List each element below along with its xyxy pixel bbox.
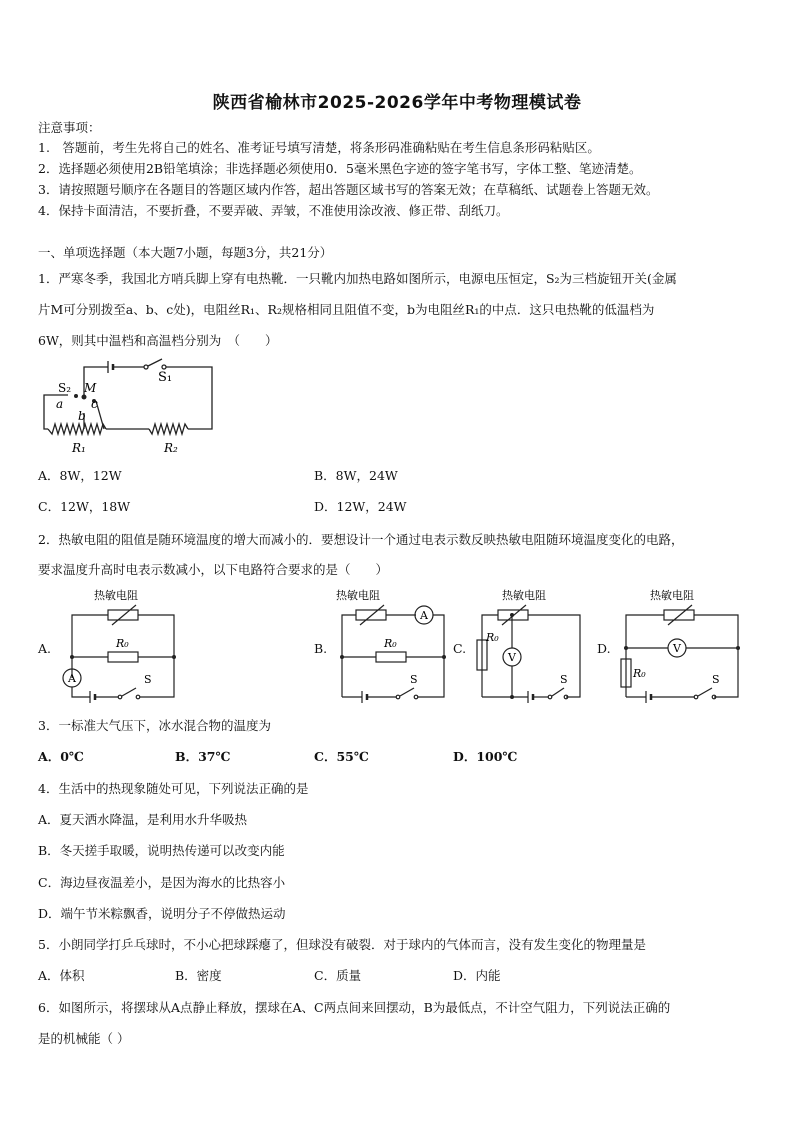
q4-option-a[interactable]: A．夏天洒水降温，是利用水升华吸热 [38, 812, 248, 827]
q2-option-b-label[interactable]: B. [314, 641, 328, 656]
q2-option-a-label[interactable]: A. [38, 641, 52, 656]
q2-circuit-c[interactable] [474, 585, 586, 703]
q2-circuit-b[interactable] [334, 585, 452, 703]
q1-stem-line2: 片M可分别拨至a、b、c处)，电阻丝R₁、R₂规格相同且阻值不变，b为电阻丝R₁的中点．这只电热靴的低温档为 [38, 302, 655, 317]
ammeter-icon: A [420, 609, 428, 622]
r1-label: R₁ [72, 441, 86, 455]
thermistor-label: 热敏电阻 [502, 589, 546, 602]
q2-option-c-label[interactable]: C. [453, 641, 467, 656]
s2-label: S₂ [58, 381, 72, 395]
thermistor-label: 热敏电阻 [650, 589, 694, 602]
notice-item: 2．选择题必须使用2B铅笔填涂；非选择题必须使用0．5毫米黑色字迹的签字笔书写，字体工整、笔迹清楚。 [38, 161, 642, 176]
q5-option-a[interactable]: A．体积 [38, 968, 85, 983]
notice-heading: 注意事项： [38, 120, 101, 135]
q3-stem: 3．一标准大气压下，冰水混合物的温度为 [38, 718, 271, 733]
m-label: M [84, 381, 97, 395]
q3-option-c[interactable]: C．55℃ [314, 749, 369, 764]
q2-stem-line2: 要求温度升高时电表示数减小，以下电路符合要求的是（ ） [38, 562, 389, 577]
r0-label: R₀ [116, 637, 129, 650]
q5-option-c[interactable]: C．质量 [314, 968, 362, 983]
q1-option-c[interactable]: C．12W，18W [38, 499, 131, 514]
thermistor-label: 热敏电阻 [94, 589, 138, 602]
page-title: 陕西省榆林市2025-2026学年中考物理模试卷 [212, 93, 582, 113]
s1-label: S₁ [158, 370, 173, 385]
q2-option-d-label[interactable]: D. [597, 641, 611, 656]
r2-label: R₂ [164, 441, 178, 455]
q6-stem-line1: 6．如图所示，将摆球从A点静止释放，摆球在A、C两点间来回摆动，B为最低点，不计空气阻力，下列说法正确的 [38, 1000, 671, 1015]
switch-label: S [410, 673, 418, 686]
q4-option-b[interactable]: B．冬天搓手取暖，说明热传递可以改变内能 [38, 843, 285, 858]
q5-option-d[interactable]: D．内能 [453, 968, 501, 983]
q1-option-d[interactable]: D．12W，24W [314, 499, 407, 514]
q1-circuit-diagram [38, 355, 223, 460]
notice-item: 4．保持卡面清洁，不要折叠，不要弄破、弄皱，不准使用涂改液、修正带、刮纸刀。 [38, 203, 509, 218]
r0-label: R₀ [384, 637, 397, 650]
notice-item: 1. 答题前，考生先将自己的姓名、准考证号填写清楚，将条形码准确粘贴在考生信息条形码粘贴区。 [38, 140, 600, 155]
thermistor-label: 热敏电阻 [336, 589, 380, 602]
voltmeter-icon: V [508, 651, 516, 664]
q4-option-d[interactable]: D．端午节米粽飘香，说明分子不停做热运动 [38, 906, 286, 921]
q5-stem: 5．小朗同学打乒乓球时，不小心把球踩瘪了，但球没有破裂．对于球内的气体而言，没有发生变化的物理量是 [38, 937, 646, 952]
q2-stem-line1: 2．热敏电阻的阻值是随环境温度的增大而减小的．要想设计一个通过电表示数反映热敏电阻随环境温度变化的电路， [38, 532, 684, 547]
q1-option-b[interactable]: B．8W，24W [314, 468, 398, 483]
q3-option-b[interactable]: B．37℃ [175, 749, 231, 764]
q3-option-a[interactable]: A．0℃ [38, 749, 84, 764]
r0-label: R₀ [486, 631, 499, 644]
q4-stem: 4．生活中的热现象随处可见，下列说法正确的是 [38, 781, 309, 796]
q5-option-b[interactable]: B．密度 [175, 968, 222, 983]
q4-option-c[interactable]: C．海边昼夜温差小，是因为海水的比热容小 [38, 875, 286, 890]
ammeter-icon: A [68, 672, 76, 685]
q1-option-a[interactable]: A．8W，12W [38, 468, 122, 483]
q2-circuit-d[interactable] [618, 585, 744, 703]
c-label: c [91, 397, 98, 411]
q1-stem-line1: 1．严寒冬季，我国北方哨兵脚上穿有电热靴．一只靴内加热电路如图所示，电源电压恒定，S₂为三档旋钮开关(金属 [38, 271, 677, 286]
r0-label: R₀ [633, 667, 646, 680]
q6-stem-line2: 是的机械能（ ） [38, 1031, 130, 1046]
q3-option-d[interactable]: D．100℃ [453, 749, 518, 764]
b-label: b [78, 409, 86, 423]
voltmeter-icon: V [673, 642, 681, 655]
switch-label: S [144, 673, 152, 686]
section-heading: 一、单项选择题（本大题7小题，每题3分，共21分） [38, 245, 333, 260]
q2-circuit-a[interactable] [58, 585, 183, 703]
a-label: a [56, 397, 64, 411]
switch-label: S [560, 673, 568, 686]
notice-item: 3．请按照题号顺序在各题目的答题区域内作答，超出答题区域书写的答案无效；在草稿纸、试题卷上答题无效。 [38, 182, 659, 197]
q1-stem-line3: 6W，则其中温档和高温档分别为 （ ） [38, 333, 278, 348]
switch-label: S [712, 673, 720, 686]
